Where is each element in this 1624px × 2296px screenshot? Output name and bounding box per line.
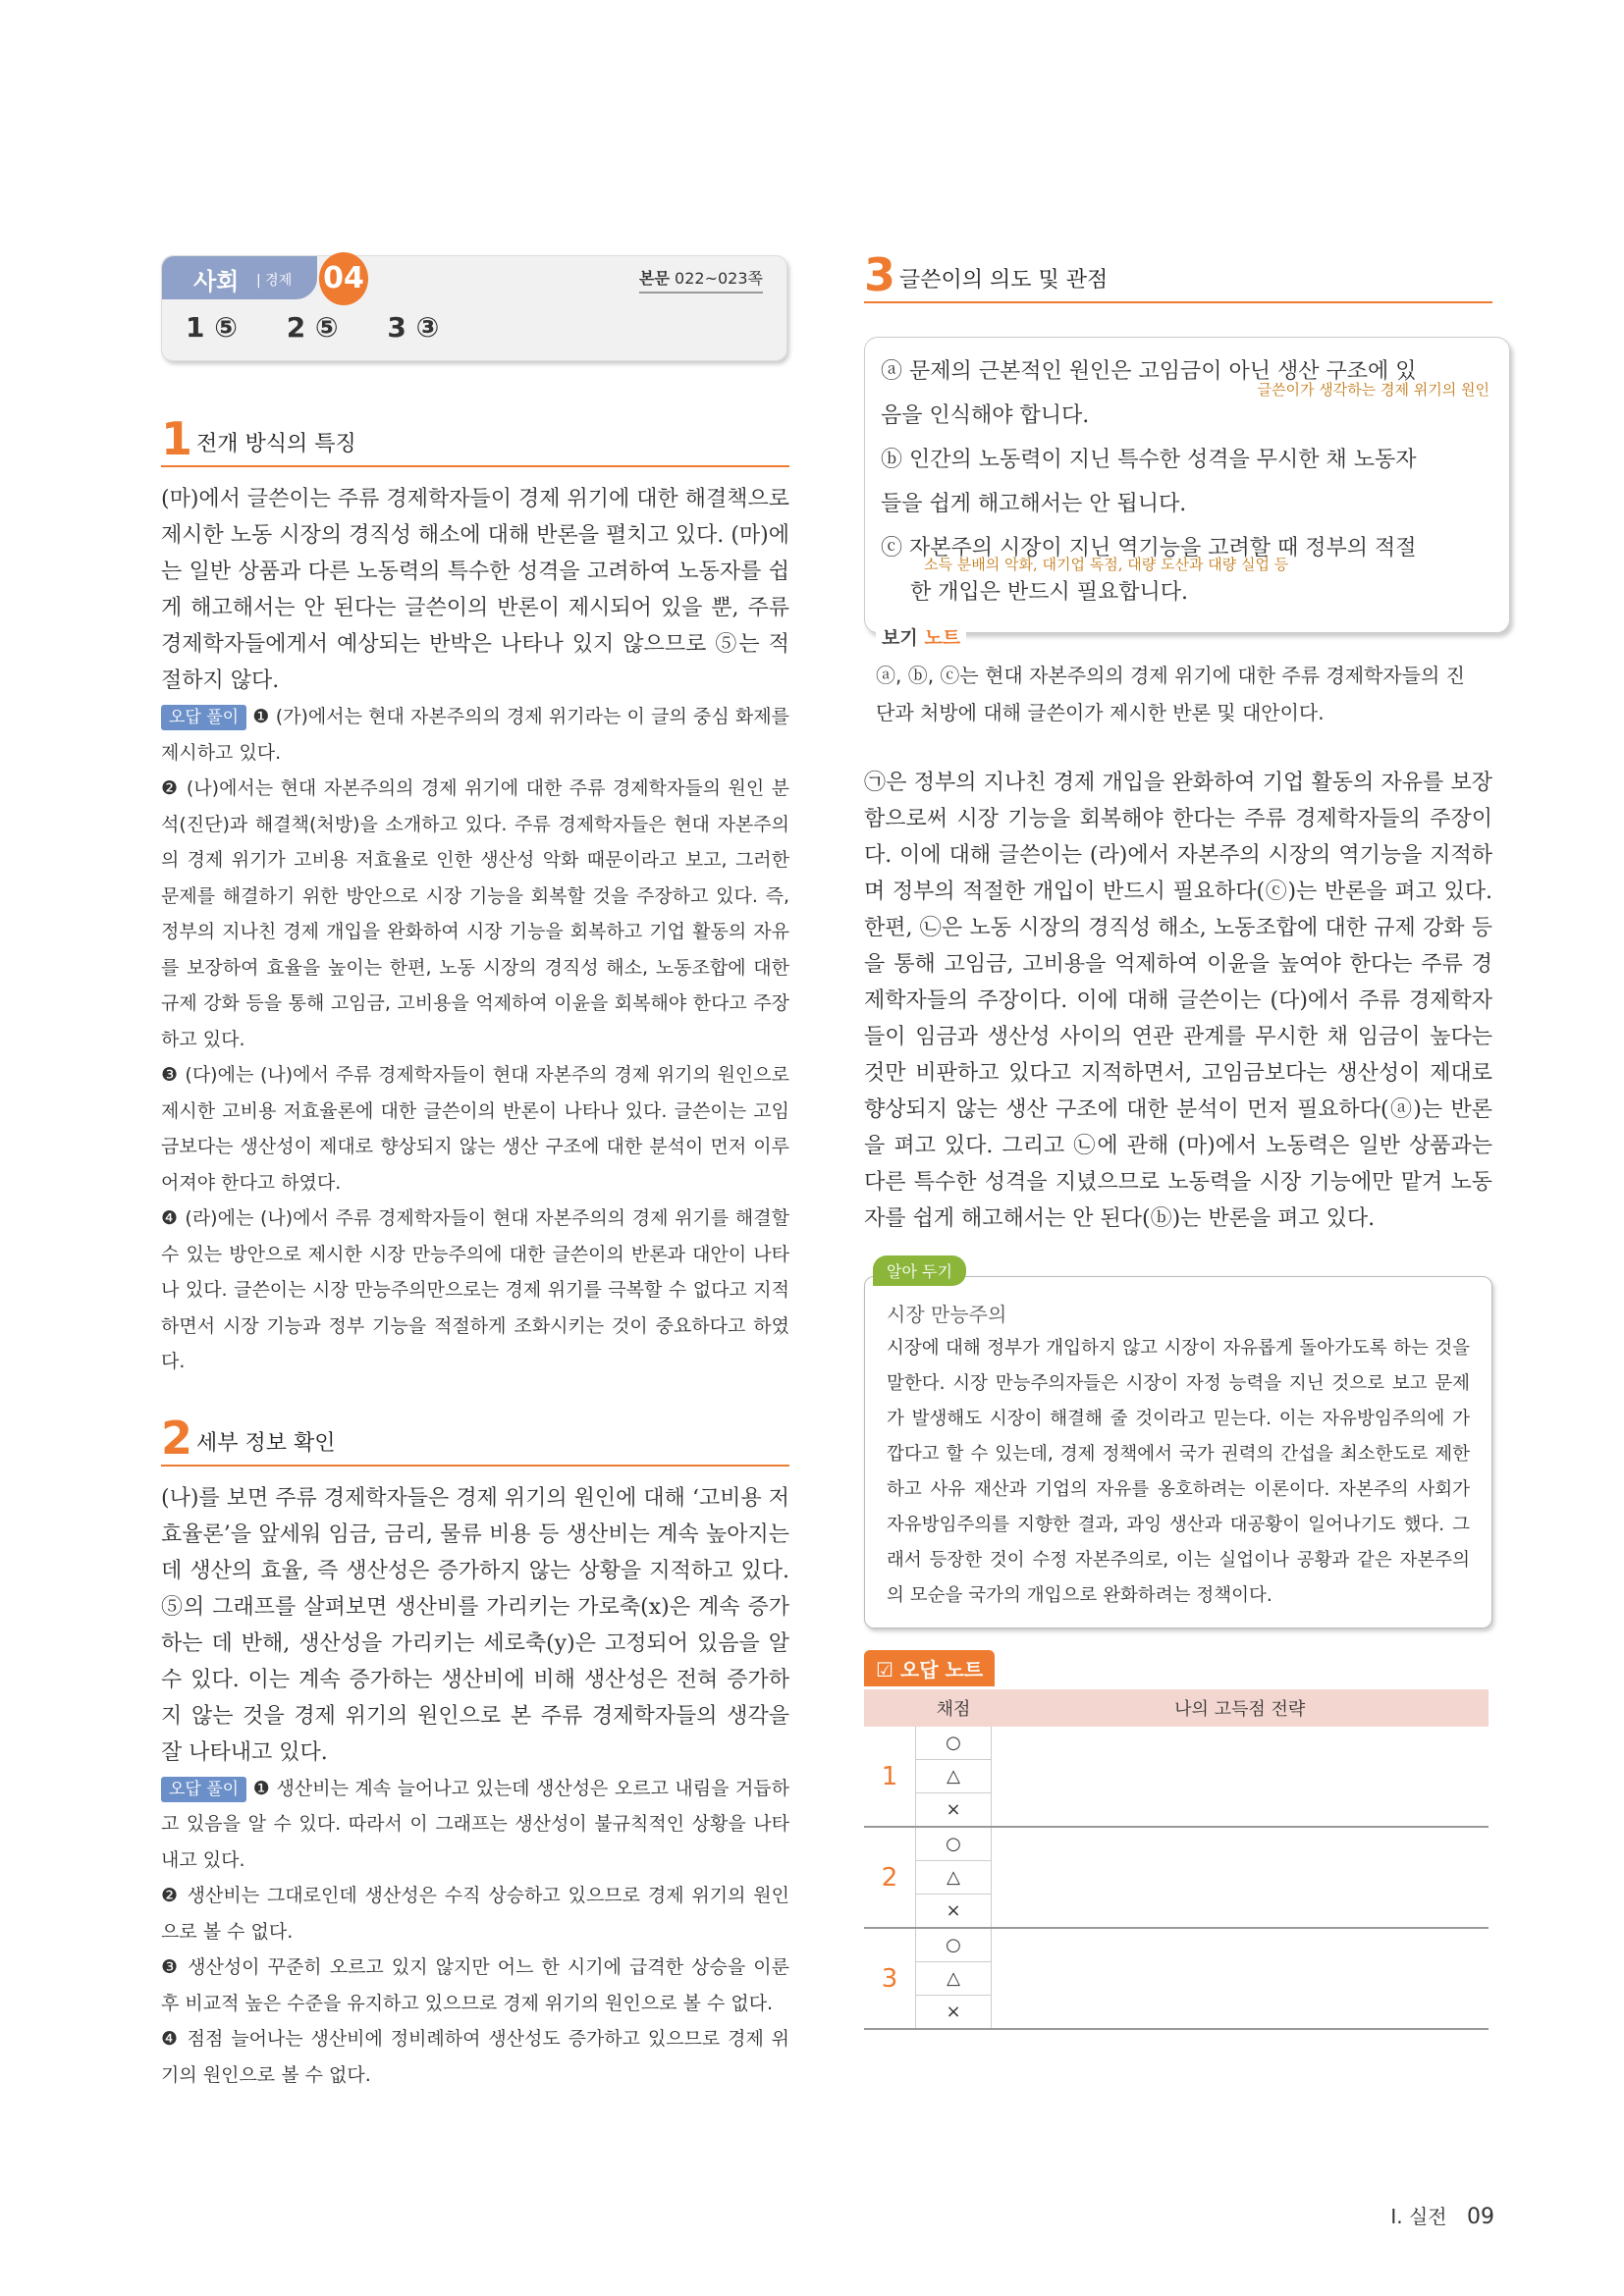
mark-partial[interactable]: △ bbox=[916, 1760, 992, 1793]
question-number: 3 bbox=[864, 1928, 916, 2029]
explanation-4: ❹ (라)에는 (나)에서 주류 경제학자들이 현대 자본주의의 경제 위기를 해결할 수 있는 방안으로 제시한 시장 만능주의에 대한 글쓴이의 반론과 대안이 나타나 있다. 글쓴이는 시장 만능주의만으로는 경제 위기를 극복할 수 없다고 지적하면서 시장 기능과 정부 기능을 적절하게 조화시키는 것이 중요하다고 하였다. bbox=[161, 1207, 789, 1372]
section-title: 글쓴이의 의도 및 관점 bbox=[899, 268, 1109, 293]
strategy-cell[interactable] bbox=[992, 1928, 1489, 2029]
table-header-strategy: 나의 고득점 전략 bbox=[992, 1689, 1489, 1727]
question-number: 2 bbox=[864, 1827, 916, 1928]
boki-note bbox=[864, 627, 1492, 731]
answer-list bbox=[186, 311, 478, 344]
table-header-blank bbox=[864, 1689, 916, 1727]
annotation-c: 소득 분배의 악화, 대기업 독점, 대량 도산과 대량 실업 등 bbox=[924, 556, 1289, 573]
explanation-4: ❹ 점점 늘어나는 생산비에 정비례하여 생산성도 증가하고 있으므로 경제 위기의 원인으로 볼 수 없다. bbox=[161, 2028, 789, 2086]
wrong-answer-tag: 오답 풀이 bbox=[161, 705, 246, 730]
strategy-cell[interactable] bbox=[992, 1727, 1489, 1827]
error-note-table bbox=[864, 1689, 1489, 2030]
mark-partial[interactable]: △ bbox=[916, 1962, 992, 1996]
answer-box bbox=[161, 255, 787, 361]
explanation-3: ❸ (다)에는 (나)에서 주류 경제학자들이 현대 자본주의 경제 위기의 원인으로 제시한 고비용 저효율론에 대한 글쓴이의 반론이 나타나 있다. 글쓴이는 고임금보다는 생산성이 제대로 향상되지 않는 생산 구조에 대한 분석이 먼저 이루어져야 한다고 하였다. bbox=[161, 1064, 789, 1194]
answer-3: 3 ③ bbox=[387, 311, 440, 344]
section-number: 2 bbox=[161, 1411, 193, 1465]
error-note-header bbox=[864, 1650, 1492, 1689]
wrong-answer-tag: 오답 풀이 bbox=[161, 1777, 246, 1802]
explanation-2: ❷ (나)에서는 현대 자본주의의 경제 위기에 대한 주류 경제학자들의 원인 분석(진단)과 해결책(처방)을 소개하고 있다. 주류 경제학자들은 현대 자본주의의 경제 위기가 고비용 저효율로 인한 생산성 악화 때문이라고 보고, 그러한 문제를 해결하기 위한 방안으로 시장 기능을 회복할 것을 주장하고 있다. 즉, 정부의 지나친 경제 개입을 완화하여 시장 기능을 회복하고 기업 활동의 자유를 보장하여 효율을 높이는 한편, 노동 시장의 경직성 해소, 노동조합에 대한 규제 강화 등을 통해 고임금, 고비용을 억제하여 이윤을 회복해야 한다고 주장하고 있다. bbox=[161, 777, 789, 1050]
section-1-heading bbox=[161, 414, 789, 467]
subject-sub: | 경제 bbox=[256, 273, 293, 289]
strategy-cell[interactable] bbox=[992, 1827, 1489, 1928]
info-body: 시장에 대해 정부가 개입하지 않고 시장이 자유롭게 돌아가도록 하는 것을 말한다. 시장 만능주의자들은 시장이 자정 능력을 지닌 것으로 보고 문제가 발생해도 시장이 해결해 줄 것이라고 믿는다. 이는 자유방임주의에 가깝다고 할 수 있는데, 경제 정책에서 국가 권력의 간섭을 최소한도로 제한하고 사유 재산과 기업의 자유를 옹호하려는 이론이다. 자본주의 사회가 자유방임주의를 지향한 결과, 과잉 생산과 대공황이 일어나기도 했다. 그래서 등장한 것이 수정 자본주의로, 이는 실업이나 공황과 같은 자본주의의 모순을 국가의 개입으로 완화하려는 정책이다. bbox=[887, 1338, 1470, 1606]
left-column bbox=[161, 255, 789, 2093]
passage-a-line1: ⓐ 문제의 근본적인 원인은 고임금이 아닌 생산 구조에 있 bbox=[881, 359, 1417, 384]
passage-c-line2: 한 개입은 반드시 필요합니다. bbox=[910, 580, 1188, 605]
boki-note-text: ⓐ, ⓑ, ⓒ는 현대 자본주의의 경제 위기에 대한 주류 경제학자들의 진단과 처방에 대해 글쓴이가 제시한 반론 및 대안이다. bbox=[876, 664, 1465, 724]
section-2-heading bbox=[161, 1411, 789, 1467]
section-2-explanation bbox=[161, 1771, 789, 1879]
info-title: 시장 만능주의 bbox=[887, 1303, 1007, 1326]
right-column bbox=[864, 250, 1492, 2030]
mark-wrong[interactable]: × bbox=[916, 1793, 992, 1828]
answer-2: 2 ⑤ bbox=[286, 311, 339, 344]
section-title: 세부 정보 확인 bbox=[196, 1430, 336, 1456]
boki-note-tag bbox=[876, 623, 966, 650]
page-reference bbox=[639, 266, 763, 294]
info-tag: 알아 두기 bbox=[873, 1255, 966, 1286]
info-box bbox=[864, 1262, 1492, 1629]
annotation-a: 글쓴이가 생각하는 경제 위기의 원인 bbox=[1257, 381, 1489, 399]
passage-box bbox=[864, 337, 1510, 633]
ref-pages: 022~023쪽 bbox=[675, 269, 763, 288]
page-number: 09 bbox=[1467, 2205, 1494, 2229]
explanation-1: ❶ 생산비는 계속 늘어나고 있는데 생산성은 오르고 내림을 거듭하고 있음을 알 수 있다. 따라서 이 그래프는 생산성이 불규칙적인 상황을 나타내고 있다. bbox=[161, 1777, 790, 1871]
section-3-heading bbox=[864, 250, 1492, 303]
question-number: 1 bbox=[864, 1727, 916, 1827]
explanation-2: ❷ 생산비는 그대로인데 생산성은 수직 상승하고 있으므로 경제 위기의 원인으로 볼 수 없다. bbox=[161, 1885, 789, 1943]
mark-correct[interactable]: ○ bbox=[916, 1827, 992, 1861]
unit-number-badge: 04 bbox=[319, 252, 368, 305]
passage-c-line1: ⓒ 자본주의 시장이 지닌 역기능을 고려할 때 정부의 적절 bbox=[881, 536, 1417, 561]
passage-b-line1: ⓑ 인간의 노동력이 지닌 특수한 성격을 무시한 채 노동자 bbox=[881, 448, 1417, 472]
mark-wrong[interactable]: × bbox=[916, 1996, 992, 2030]
section-number: 1 bbox=[161, 412, 193, 465]
ref-label: 본문 bbox=[639, 269, 670, 288]
page-footer bbox=[1390, 2201, 1494, 2229]
subject-label: 사회 bbox=[193, 268, 240, 295]
passage-a-line2: 음을 인식해야 합니다. bbox=[881, 403, 1090, 428]
subject-tab bbox=[162, 256, 317, 299]
error-note-tag: ☑ 오답 노트 bbox=[864, 1650, 995, 1686]
explanation-1: ❶ (가)에서는 현대 자본주의의 경제 위기라는 이 글의 중심 화제를 제시하고 있다. bbox=[161, 706, 789, 764]
explanation-3: ❸ 생산성이 꾸준히 오르고 있지 않지만 어느 한 시기에 급격한 상승을 이룬 후 비교적 높은 수준을 유지하고 있으므로 경제 위기의 원인으로 볼 수 없다. bbox=[161, 1956, 789, 2014]
answer-1: 1 ⑤ bbox=[186, 311, 238, 344]
section-number: 3 bbox=[864, 248, 896, 301]
section-3-body: ㉠은 정부의 지나친 경제 개입을 완화하여 기업 활동의 자유를 보장함으로써 시장 기능을 회복해야 한다는 주류 경제학자들의 주장이다. 이에 대해 글쓴이는 (라)에서 자본주의 시장의 역기능을 지적하며 정부의 적절한 개입이 반드시 필요하다(ⓒ)는 반론을 펴고 있다. 한편, ㉡은 노동 시장의 경직성 해소, 노동조합에 대한 규제 강화 등을 통해 고임금, 고비용을 억제하여 이윤을 높여야 한다는 주류 경제학자들의 주장이다. 이에 대해 글쓴이는 (다)에서 주류 경제학자들이 임금과 생산성 사이의 연관 관계를 무시한 채 임금이 높다는 것만 비판하고 있다고 지적하면서, 고임금보다는 생산성이 제대로 향상되지 않는 생산 구조에 대한 분석이 먼저 필요하다(ⓐ)는 반론을 펴고 있다. 그리고 ㉡에 관해 (마)에서 노동력은 일반 상품과는 다른 특수한 성격을 지녔으므로 노동력을 시장 기능에만 맡겨 노동자를 쉽게 해고해서는 안 된다(ⓑ)는 반론을 펴고 있다. bbox=[864, 771, 1492, 1231]
section-title: 전개 방식의 특징 bbox=[196, 432, 356, 456]
section-1-explanation bbox=[161, 699, 789, 771]
section-2-body: (나)를 보면 주류 경제학자들은 경제 위기의 원인에 대해 ‘고비용 저효율론’을 앞세워 임금, 금리, 물류 비용 등 생산비는 계속 높아지는데 생산의 효율, 즉 생산성은 증가하지 않는 상황을 지적하고 있다. ⑤의 그래프를 살펴보면 생산비를 가리키는 가로축(x)은 계속 증가하는 데 반해, 생산성을 가리키는 세로축(y)은 고정되어 있음을 알 수 있다. 이는 계속 증가하는 생산비에 비해 생산성은 전혀 증가하지 않는 것을 경제 위기의 원인으로 본 주류 경제학자들의 생각을 잘 나타내고 있다. bbox=[161, 1485, 789, 1765]
passage-b-line2: 들을 쉽게 해고해서는 안 됩니다. bbox=[881, 492, 1187, 516]
footer-section: Ⅰ. 실전 bbox=[1390, 2205, 1447, 2228]
boki-label-a: 보기 bbox=[882, 627, 918, 649]
boki-label-b: 노트 bbox=[924, 627, 961, 649]
section-1-body: (마)에서 글쓴이는 주류 경제학자들이 경제 위기에 대한 해결책으로 제시한 노동 시장의 경직성 해소에 대해 반론을 펼치고 있다. (마)에는 일반 상품과 다른 노동력의 특수한 성격을 고려하여 노동자를 쉽게 해고해서는 안 된다는 글쓴이의 반론이 제시되어 있을 뿐, 주류 경제학자들에게서 예상되는 반박은 나타나 있지 않으므로 ⑤는 적절하지 않다. bbox=[161, 487, 789, 693]
mark-correct[interactable]: ○ bbox=[916, 1727, 992, 1760]
mark-partial[interactable]: △ bbox=[916, 1861, 992, 1895]
mark-correct[interactable]: ○ bbox=[916, 1928, 992, 1962]
mark-wrong[interactable]: × bbox=[916, 1895, 992, 1929]
table-header-score: 채점 bbox=[916, 1689, 992, 1727]
